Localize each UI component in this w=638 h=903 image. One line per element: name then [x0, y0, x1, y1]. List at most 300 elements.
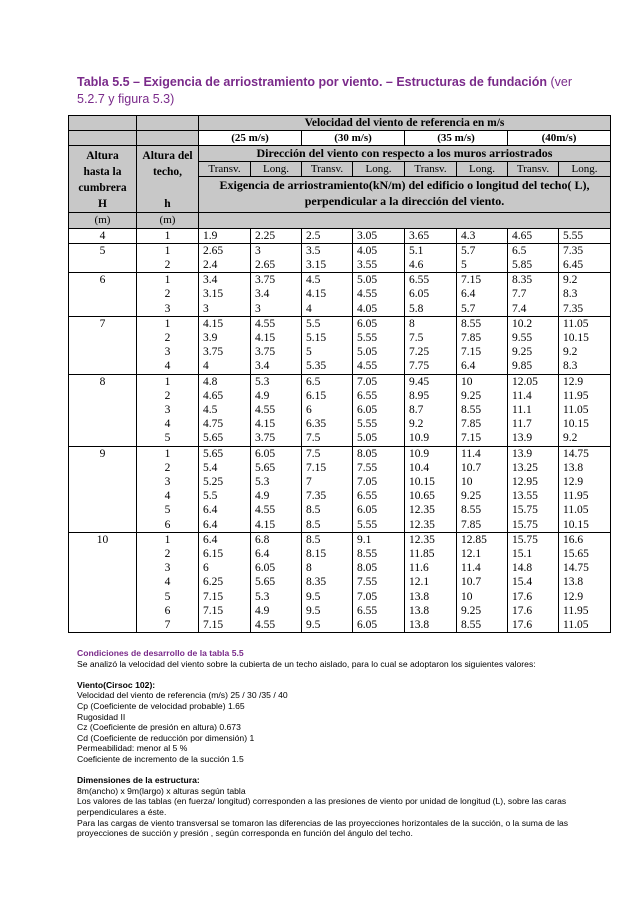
ridge-height-cell: [69, 575, 137, 589]
value-cell: 8.35: [302, 575, 353, 589]
dims-heading: Dimensiones de la estructura:: [77, 775, 200, 786]
value-cell: 8.55: [457, 503, 508, 517]
col-roof-height-symbol: h: [164, 198, 171, 211]
wind-speed-header: Velocidad del viento de referencia en m/s: [199, 116, 611, 131]
value-cell: 5.25: [199, 475, 251, 489]
table-row: [69, 287, 611, 301]
ridge-height-cell: 7: [69, 316, 137, 331]
value-cell: 7.7: [508, 287, 559, 301]
value-cell: 4.55: [251, 618, 302, 633]
table-row: [69, 331, 611, 345]
value-cell: 12.1: [405, 575, 457, 589]
dims-line: 8m(ancho) x 9m(largo) x alturas según tabla: [77, 785, 246, 796]
dir-label-6: Long.: [457, 161, 508, 176]
roof-height-cell: 5: [137, 431, 199, 446]
value-cell: 5.05: [353, 273, 405, 288]
value-cell: 11.4: [457, 561, 508, 575]
value-cell: 5.7: [457, 302, 508, 317]
value-cell: 8.95: [405, 389, 457, 403]
table-row: [69, 389, 611, 403]
dir-label-8: Long.: [559, 161, 611, 176]
ridge-height-cell: 8: [69, 374, 137, 389]
table-row: [69, 503, 611, 517]
roof-height-cell: 1: [137, 316, 199, 331]
value-cell: 10.2: [508, 316, 559, 331]
ridge-height-cell: [69, 475, 137, 489]
value-cell: 13.55: [508, 489, 559, 503]
value-cell: 12.9: [559, 475, 611, 489]
ridge-height-cell: 9: [69, 446, 137, 461]
roof-height-cell: 5: [137, 503, 199, 517]
ridge-height-cell: [69, 503, 137, 517]
table-row: [69, 590, 611, 604]
value-cell: 5.65: [199, 431, 251, 446]
ridge-height-cell: [69, 431, 137, 446]
value-cell: 13.9: [508, 446, 559, 461]
caption-reference: (ver 5.2.7 y figura 5.3): [77, 75, 573, 106]
value-cell: 6.4: [199, 503, 251, 517]
table-row: [69, 547, 611, 561]
roof-height-cell: 2: [137, 547, 199, 561]
value-cell: 6.55: [353, 489, 405, 503]
table-row: [69, 431, 611, 446]
table-row: [69, 243, 611, 258]
value-cell: 10.15: [405, 475, 457, 489]
value-cell: 5.55: [559, 228, 611, 243]
header-empty-1: [69, 116, 137, 131]
roof-height-cell: 3: [137, 302, 199, 317]
bracing-table: [68, 115, 611, 633]
table-row: [69, 374, 611, 389]
value-cell: 6.55: [405, 273, 457, 288]
ridge-height-cell: [69, 547, 137, 561]
roof-height-cell: 7: [137, 618, 199, 633]
value-cell: 7.5: [405, 331, 457, 345]
value-cell: 5.65: [251, 461, 302, 475]
table-row: [69, 345, 611, 359]
roof-height-cell: 2: [137, 331, 199, 345]
ridge-height-cell: [69, 561, 137, 575]
value-cell: 13.8: [405, 590, 457, 604]
value-cell: 7.25: [405, 345, 457, 359]
roof-height-cell: 1: [137, 273, 199, 288]
ridge-height-cell: [69, 403, 137, 417]
table-row: [69, 273, 611, 288]
value-cell: 11.1: [508, 403, 559, 417]
value-cell: 6.05: [251, 446, 302, 461]
value-cell: 9.5: [302, 590, 353, 604]
value-cell: 4: [199, 359, 251, 374]
value-cell: 7.15: [199, 618, 251, 633]
value-cell: 6: [199, 561, 251, 575]
table-row: [69, 403, 611, 417]
value-cell: 4.75: [199, 417, 251, 431]
value-cell: 13.8: [405, 618, 457, 633]
ridge-height-cell: [69, 604, 137, 618]
dims-line: Los valores de las tablas (en fuerza/ longitud) corresponden a las presiones de viento por unidad de longitud (L), sobre las caras perpendiculares a éste.: [77, 796, 567, 817]
header-empty-3: [69, 131, 137, 146]
value-cell: 6.05: [353, 618, 405, 633]
value-cell: 9.45: [405, 374, 457, 389]
value-cell: 6.05: [353, 403, 405, 417]
value-cell: 15.75: [508, 518, 559, 533]
value-cell: 2.4: [199, 258, 251, 273]
col-height-ridge: [69, 146, 137, 213]
value-cell: 2.65: [251, 258, 302, 273]
value-cell: 4.55: [353, 287, 405, 301]
speed-35: (35 m/s): [405, 131, 508, 146]
value-cell: 11.85: [405, 547, 457, 561]
ridge-height-cell: 5: [69, 243, 137, 258]
value-cell: 6.15: [302, 389, 353, 403]
requirement-header: Exigencia de arriostramiento(kN/m) del edificio o longitud del techo( L), perpendicular a la dirección del viento.: [199, 176, 611, 213]
value-cell: 3.75: [251, 273, 302, 288]
roof-height-cell: 2: [137, 461, 199, 475]
value-cell: 12.1: [457, 547, 508, 561]
value-cell: 3: [251, 243, 302, 258]
value-cell: 10.7: [457, 575, 508, 589]
value-cell: 3: [251, 302, 302, 317]
value-cell: 7.85: [457, 518, 508, 533]
direction-header: Dirección del viento con respecto a los muros arriostrados: [199, 146, 611, 161]
roof-height-cell: 3: [137, 403, 199, 417]
value-cell: 3.05: [353, 228, 405, 243]
wind-line: Cd (Coeficiente de reducción por dimensión) 1: [77, 732, 255, 743]
value-cell: 5: [302, 345, 353, 359]
value-cell: 4.05: [353, 243, 405, 258]
roof-height-cell: 3: [137, 345, 199, 359]
speed-25: (25 m/s): [199, 131, 302, 146]
roof-height-cell: 2: [137, 287, 199, 301]
value-cell: 7.05: [353, 590, 405, 604]
value-cell: 11.4: [457, 446, 508, 461]
value-cell: 4.15: [251, 331, 302, 345]
table-notes: [77, 648, 587, 839]
value-cell: 10.15: [559, 518, 611, 533]
value-cell: 7.55: [353, 461, 405, 475]
value-cell: 4.9: [251, 389, 302, 403]
value-cell: 6.4: [457, 359, 508, 374]
value-cell: 6.15: [199, 547, 251, 561]
value-cell: 4.05: [353, 302, 405, 317]
value-cell: 7.15: [302, 461, 353, 475]
notes-intro: Se analizó la velocidad del viento sobre la cubierta de un techo aislado, para lo cual se adoptaron los siguientes valores:: [77, 658, 536, 669]
value-cell: 17.6: [508, 590, 559, 604]
roof-height-cell: 1: [137, 446, 199, 461]
table-row: [69, 561, 611, 575]
dir-label-5: Transv.: [405, 161, 457, 176]
value-cell: 8.5: [302, 532, 353, 547]
value-cell: 5: [457, 258, 508, 273]
value-cell: 6.05: [405, 287, 457, 301]
value-cell: 2.5: [302, 228, 353, 243]
value-cell: 7.85: [457, 331, 508, 345]
roof-height-cell: 6: [137, 518, 199, 533]
ridge-height-cell: 10: [69, 532, 137, 547]
col-height-ridge-label: Altura hasta la cumbrera: [78, 150, 127, 195]
value-cell: 4.55: [251, 403, 302, 417]
value-cell: 6.4: [251, 547, 302, 561]
value-cell: 9.25: [457, 389, 508, 403]
ridge-height-cell: [69, 359, 137, 374]
value-cell: 3: [199, 302, 251, 317]
value-cell: 7.05: [353, 374, 405, 389]
value-cell: 5.05: [353, 431, 405, 446]
value-cell: 3.75: [251, 345, 302, 359]
value-cell: 8.05: [353, 561, 405, 575]
wind-line: Coeficiente de incremento de la succión 1.5: [77, 753, 244, 764]
roof-height-cell: 4: [137, 417, 199, 431]
wind-heading: Viento(Cirsoc 102):: [77, 679, 156, 690]
value-cell: 6.4: [199, 518, 251, 533]
value-cell: 3.4: [251, 287, 302, 301]
value-cell: 8.55: [457, 618, 508, 633]
table-row: [69, 604, 611, 618]
value-cell: 11.4: [508, 389, 559, 403]
value-cell: 16.6: [559, 532, 611, 547]
value-cell: 14.8: [508, 561, 559, 575]
value-cell: 7.05: [353, 475, 405, 489]
value-cell: 4.55: [353, 359, 405, 374]
value-cell: 9.1: [353, 532, 405, 547]
value-cell: 13.9: [508, 431, 559, 446]
wind-line: Rugosidad II: [77, 711, 126, 722]
value-cell: 11.7: [508, 417, 559, 431]
value-cell: 7.85: [457, 417, 508, 431]
speed-30: (30 m/s): [302, 131, 405, 146]
table-header: [69, 116, 611, 229]
col-roof-height: [137, 146, 199, 213]
caption-title: Tabla 5.5 – Exigencia de arriostramiento por viento. – Estructuras de fundación: [77, 75, 548, 89]
value-cell: 7.15: [199, 604, 251, 618]
value-cell: 17.6: [508, 618, 559, 633]
roof-height-cell: 4: [137, 575, 199, 589]
value-cell: 5.1: [405, 243, 457, 258]
ridge-height-cell: [69, 618, 137, 633]
value-cell: 3.75: [251, 431, 302, 446]
value-cell: 2.65: [199, 243, 251, 258]
ridge-height-cell: [69, 389, 137, 403]
ridge-height-cell: [69, 258, 137, 273]
value-cell: 8.35: [508, 273, 559, 288]
ridge-height-cell: [69, 590, 137, 604]
value-cell: 3.4: [251, 359, 302, 374]
dir-label-4: Long.: [353, 161, 405, 176]
table-body: [69, 228, 611, 633]
value-cell: 3.15: [199, 287, 251, 301]
value-cell: 11.6: [405, 561, 457, 575]
value-cell: 15.65: [559, 547, 611, 561]
value-cell: 17.6: [508, 604, 559, 618]
value-cell: 11.95: [559, 389, 611, 403]
value-cell: 15.1: [508, 547, 559, 561]
value-cell: 7.35: [559, 302, 611, 317]
value-cell: 3.65: [405, 228, 457, 243]
roof-height-cell: 2: [137, 389, 199, 403]
table-row: [69, 475, 611, 489]
value-cell: 5.15: [302, 331, 353, 345]
value-cell: 4.5: [302, 273, 353, 288]
ridge-height-cell: [69, 518, 137, 533]
value-cell: 11.05: [559, 403, 611, 417]
value-cell: 4.6: [405, 258, 457, 273]
table-row: [69, 359, 611, 374]
table-row: [69, 446, 611, 461]
value-cell: 8.05: [353, 446, 405, 461]
table-row: [69, 618, 611, 633]
roof-height-cell: 2: [137, 258, 199, 273]
value-cell: 8.55: [353, 547, 405, 561]
value-cell: 10.9: [405, 431, 457, 446]
value-cell: 11.95: [559, 604, 611, 618]
value-cell: 12.9: [559, 590, 611, 604]
value-cell: 11.05: [559, 618, 611, 633]
value-cell: 3.4: [199, 273, 251, 288]
value-cell: 5.05: [353, 345, 405, 359]
value-cell: 6.45: [559, 258, 611, 273]
value-cell: 7.15: [199, 590, 251, 604]
value-cell: 7.5: [302, 431, 353, 446]
value-cell: 4.3: [457, 228, 508, 243]
value-cell: 10.7: [457, 461, 508, 475]
value-cell: 6.5: [508, 243, 559, 258]
value-cell: 4: [302, 302, 353, 317]
value-cell: 4.55: [251, 503, 302, 517]
value-cell: 6.35: [302, 417, 353, 431]
table-row: [69, 258, 611, 273]
value-cell: 5.5: [302, 316, 353, 331]
value-cell: 10.9: [405, 446, 457, 461]
speed-40: (40m/s): [508, 131, 611, 146]
value-cell: 3.15: [302, 258, 353, 273]
value-cell: 6.05: [353, 503, 405, 517]
value-cell: 6.4: [199, 532, 251, 547]
value-cell: 3.5: [302, 243, 353, 258]
value-cell: 12.35: [405, 503, 457, 517]
value-cell: 4.15: [199, 316, 251, 331]
roof-height-cell: 4: [137, 489, 199, 503]
value-cell: 6.4: [457, 287, 508, 301]
value-cell: 6.25: [199, 575, 251, 589]
dims-line: Para las cargas de viento transversal se tomaron las diferencias de las proyecciones horizontales de la succión, o la suma de las proyecciones de succión y presión , según corresponda en función del ángulo del techo.: [77, 817, 569, 839]
value-cell: 6.8: [251, 532, 302, 547]
value-cell: 9.25: [457, 489, 508, 503]
value-cell: 4.9: [251, 489, 302, 503]
value-cell: 5.55: [353, 417, 405, 431]
value-cell: 5.5: [199, 489, 251, 503]
dir-label-1: Transv.: [199, 161, 251, 176]
value-cell: 4.55: [251, 316, 302, 331]
value-cell: 5.55: [353, 331, 405, 345]
unit-roof-height: (m): [137, 213, 199, 228]
value-cell: 8.3: [559, 287, 611, 301]
value-cell: 5.3: [251, 475, 302, 489]
value-cell: 8.7: [405, 403, 457, 417]
roof-height-cell: 3: [137, 561, 199, 575]
value-cell: 5.7: [457, 243, 508, 258]
roof-height-cell: 5: [137, 590, 199, 604]
value-cell: 15.4: [508, 575, 559, 589]
ridge-height-cell: [69, 345, 137, 359]
value-cell: 5.4: [199, 461, 251, 475]
value-cell: 2.25: [251, 228, 302, 243]
ridge-height-cell: [69, 302, 137, 317]
value-cell: 7.15: [457, 273, 508, 288]
wind-line: Velocidad del viento de referencia (m/s) 25 / 30 /35 / 40: [77, 690, 288, 701]
ridge-height-cell: [69, 461, 137, 475]
table-row: [69, 228, 611, 243]
ridge-height-cell: 6: [69, 273, 137, 288]
value-cell: 3.75: [199, 345, 251, 359]
ridge-height-cell: [69, 417, 137, 431]
value-cell: 5.65: [199, 446, 251, 461]
value-cell: 5.35: [302, 359, 353, 374]
roof-height-cell: 6: [137, 604, 199, 618]
wind-line: Cp (Coeficiente de velocidad probable) 1.65: [77, 700, 245, 711]
value-cell: 8.5: [302, 503, 353, 517]
value-cell: 4.15: [251, 518, 302, 533]
wind-line: Permeabilidad: menor al 5 %: [77, 743, 188, 754]
value-cell: 7.75: [405, 359, 457, 374]
value-cell: 5.8: [405, 302, 457, 317]
value-cell: 6: [302, 403, 353, 417]
value-cell: 9.25: [508, 345, 559, 359]
ridge-height-cell: 4: [69, 228, 137, 243]
value-cell: 14.75: [559, 561, 611, 575]
table-row: [69, 518, 611, 533]
value-cell: 10.15: [559, 417, 611, 431]
table-row: [69, 489, 611, 503]
value-cell: 9.5: [302, 618, 353, 633]
value-cell: 10: [457, 374, 508, 389]
roof-height-cell: 1: [137, 228, 199, 243]
table-row: [69, 316, 611, 331]
table-row: [69, 417, 611, 431]
value-cell: 4.15: [302, 287, 353, 301]
value-cell: 12.35: [405, 518, 457, 533]
notes-title: Condiciones de desarrollo de la tabla 5.5: [77, 648, 244, 658]
value-cell: 6.05: [353, 316, 405, 331]
value-cell: 4.15: [251, 417, 302, 431]
value-cell: 5.55: [353, 518, 405, 533]
value-cell: 15.75: [508, 532, 559, 547]
value-cell: 5.3: [251, 374, 302, 389]
value-cell: 15.75: [508, 503, 559, 517]
value-cell: 9.2: [559, 345, 611, 359]
value-cell: 10.15: [559, 331, 611, 345]
value-cell: 12.35: [405, 532, 457, 547]
value-cell: 4.5: [199, 403, 251, 417]
table-row: [69, 532, 611, 547]
value-cell: 8.15: [302, 547, 353, 561]
value-cell: 12.05: [508, 374, 559, 389]
value-cell: 5.65: [251, 575, 302, 589]
header-empty-4: [137, 131, 199, 146]
value-cell: 7.15: [457, 345, 508, 359]
value-cell: 5.3: [251, 590, 302, 604]
value-cell: 7.55: [353, 575, 405, 589]
value-cell: 12.9: [559, 374, 611, 389]
value-cell: 10.4: [405, 461, 457, 475]
unit-height-ridge: (m): [69, 213, 137, 228]
table-row: [69, 575, 611, 589]
value-cell: 12.95: [508, 475, 559, 489]
dir-label-2: Long.: [251, 161, 302, 176]
value-cell: 4.8: [199, 374, 251, 389]
value-cell: 7.5: [302, 446, 353, 461]
roof-height-cell: 4: [137, 359, 199, 374]
value-cell: 9.5: [302, 604, 353, 618]
